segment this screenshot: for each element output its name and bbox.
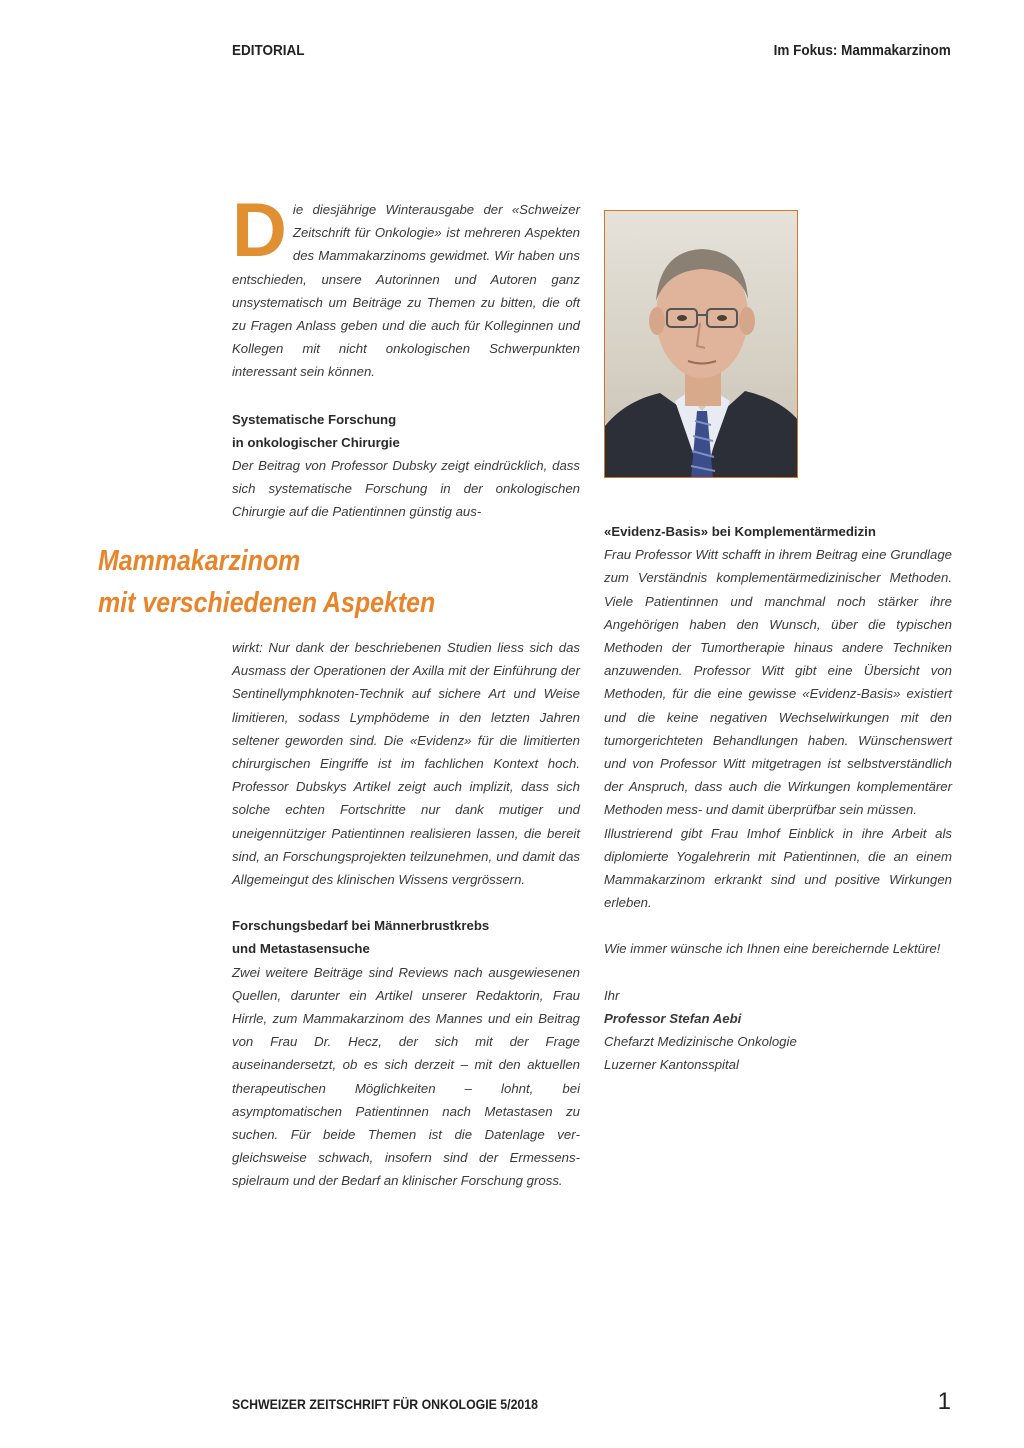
section2-heading-line2: und Metastasensuche (232, 941, 370, 957)
section-label: EDITORIAL (232, 42, 305, 59)
page-number: 1 (937, 1388, 951, 1415)
headline-line2: mit verschiedenen Aspekten (98, 587, 436, 619)
closing-wish: Wie immer wünsche ich Ihnen eine bereichernde Lektüre! (604, 941, 941, 957)
section1-text-part2: wirkt: Nur dank der beschriebenen Studien liess sich das Ausmass der Operationen der Axilla mit der Einführung der Sentinellymphknoten-Technik auf sichere Art und Weise limitieren, sodass Lymphödeme in den letzten Jahren seltener geworden sind. Die «Evidenz» für die limitierten chirurgischen Eingriffe ist im fachlichen Kontext hoch. Professor Dubskys Artikel zeigt auch implizit, dass sich solche echten Fortschritte nur dank mutiger und uneigennütziger Patientinnen realisieren lassen, die bereit sind, an Forschungsprojekten teilzunehmen, und damit das Allgemeingut des klinischen Wissens vergrössern. (232, 640, 580, 888)
drop-cap: D (232, 188, 287, 273)
headline-line1: Mammakarzinom (98, 545, 301, 577)
right-column (604, 520, 952, 1076)
section3-text1: Frau Professor Witt schafft in ihrem Beitrag eine Grundlage zum Verständnis komplementärmedizinischer Methoden. Viele Patientinnen und manchmal noch stärker ihre Angehörigen haben den Wunsch, über die typischen Methoden der Tumortherapie hinaus andere Techniken anzuwenden. Professor Witt gibt eine Übersicht von Methoden, für die eine gewisse «Evidenz-Basis» existiert und die keine negativen Wechselwirkungen mit den tumorgerichteten Behandlungen haben. Wünschenswert und von Professor Witt mitgetragen ist selbstverständlich der Anspruch, dass auch die Wirkungen komplementärer Methoden mess- und damit überprüfbar sein müssen. (604, 547, 952, 818)
author-name: Professor Stefan Aebi (604, 1010, 742, 1026)
section1-heading-line2: in onkologischer Chirurgie (232, 434, 400, 450)
journal-footer: SCHWEIZER ZEITSCHRIFT FÜR ONKOLOGIE 5/2018 (232, 1396, 538, 1412)
author-portrait-photo (604, 210, 798, 478)
intro-column (232, 188, 580, 524)
portrait-illustration (605, 211, 798, 478)
focus-topic-label: Im Fokus: Mammakarzinom (773, 42, 951, 59)
closing-ihr: Ihr (604, 987, 620, 1003)
author-role: Chefarzt Medizinische Onkologie (604, 1034, 797, 1050)
section3-text2: Illustrierend gibt Frau Imhof Einblick in ihre Arbeit als diplomierte Yogalehrerin mit Patientinnen, die an einem Mammakarzinom erkrankt sind und positive Wirkungen erleben. (604, 825, 952, 911)
intro-paragraph (232, 188, 580, 384)
author-institution: Luzerner Kantonsspital (604, 1057, 739, 1073)
section2-heading-line1: Forschungsbedarf bei Männerbrustkrebs (232, 918, 490, 934)
section3-heading: «Evidenz-Basis» bei Komplementärmedizin (604, 524, 876, 539)
section1-heading-line1: Systematische Forschung (232, 411, 397, 427)
intro-text: ie diesjährige Winterausgabe der «Schweizer Zeitschrift für Onkologie» ist mehreren Aspekten des Mammakarzinoms gewidmet. Wir haben uns entschieden, unsere Autorinnen und Autoren ganz unsystematisch um Beiträge zu Themen zu bitten, die oft zu Fragen Anlass geben und die auch für Kolleginnen und Kollegen mit nicht onkologischen Schwerpunkten interessant sein können. (232, 202, 580, 380)
article-headline (98, 540, 435, 624)
main-column-lower (232, 636, 580, 1193)
section1-text-part1: Der Beitrag von Professor Dubsky zeigt eindrücklich, dass sich systematische Forschung in der onkologischen Chirurgie auf die Patientinnen günstig aus- (232, 458, 580, 520)
section2-text: Zwei weitere Beiträge sind Reviews nach ausgewiesenen Quellen, darunter ein Artikel unserer Redaktorin, Frau Hirrle, zum Mammakarzinom des Mannes und ein Beitrag von Frau Dr. Hecz, der sich mit der Frage auseinandersetzt, ob es sich derzeit – mit den aktuellen therapeutischen Möglichkeiten – lohnt, bei asymptomatischen Patientinnen nach Metastasen zu suchen. Für beide Themen ist die Datenlage vergleichsweise schwach, insofern sind der Ermessensspielraum und der Bedarf an klinischer Forschung gross. (232, 964, 580, 1189)
